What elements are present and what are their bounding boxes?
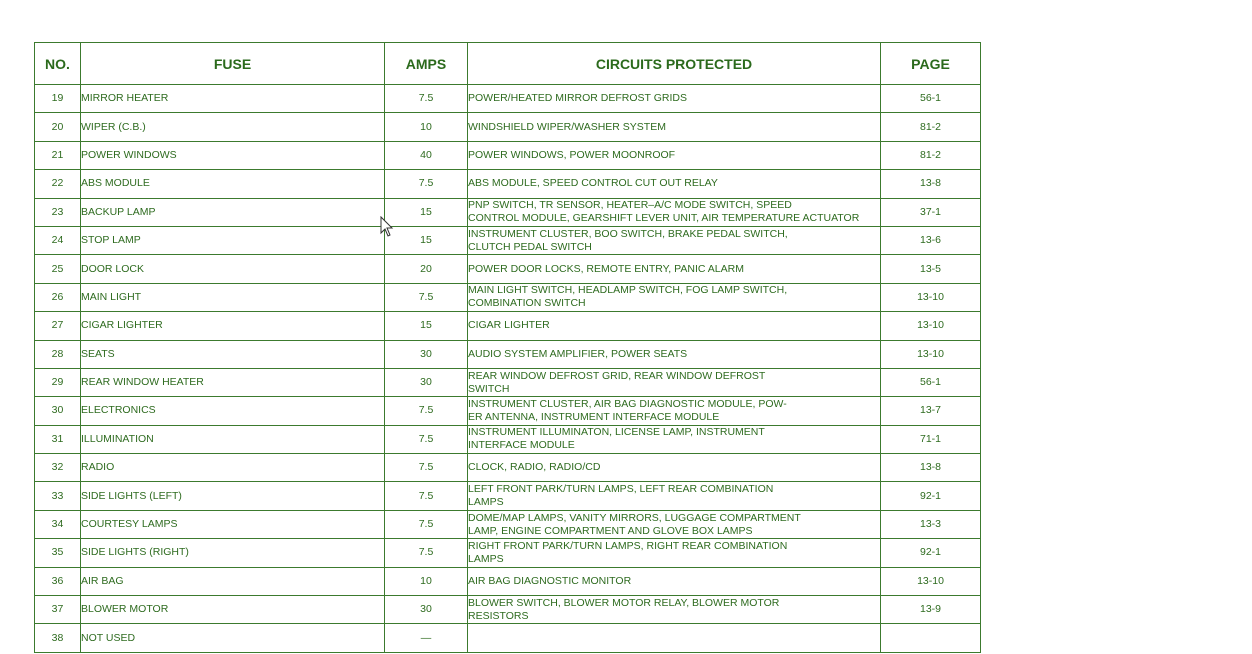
circuit-line: POWER WINDOWS, POWER MOONROOF <box>468 148 676 161</box>
fuse-number: 34 <box>35 510 81 538</box>
fuse-number: 32 <box>35 454 81 482</box>
fuse-name: POWER WINDOWS <box>81 141 385 169</box>
fuse-number: 35 <box>35 539 81 567</box>
fuse-number: 19 <box>35 85 81 113</box>
page-ref: 37-1 <box>881 198 981 226</box>
circuit-line: PNP SWITCH, TR SENSOR, HEATER–A/C MODE SWITCH, SPEED <box>468 199 792 212</box>
fuse-name: AIR BAG <box>81 567 385 595</box>
page-ref: 13-8 <box>881 170 981 198</box>
fuse-amps: 7.5 <box>385 425 468 453</box>
fuse-name: NOT USED <box>81 624 385 652</box>
page-ref: 56-1 <box>881 85 981 113</box>
fuse-name: RADIO <box>81 454 385 482</box>
page-ref <box>881 624 981 652</box>
header-page: PAGE <box>881 43 981 85</box>
table-row <box>35 624 981 652</box>
fuse-name: REAR WINDOW HEATER <box>81 368 385 396</box>
fuse-number: 38 <box>35 624 81 652</box>
table-row <box>35 170 981 198</box>
page-ref: 13-10 <box>881 340 981 368</box>
fuse-number: 24 <box>35 226 81 254</box>
fuse-name: MAIN LIGHT <box>81 283 385 311</box>
table-row <box>35 113 981 141</box>
circuit-line: SWITCH <box>468 382 510 395</box>
circuit-line: MAIN LIGHT SWITCH, HEADLAMP SWITCH, FOG LAMP SWITCH, <box>468 284 788 297</box>
page-ref: 13-10 <box>881 312 981 340</box>
circuit-line: POWER/HEATED MIRROR DEFROST GRIDS <box>468 92 687 105</box>
fuse-name: DOOR LOCK <box>81 255 385 283</box>
circuit-line: BLOWER SWITCH, BLOWER MOTOR RELAY, BLOWER MOTOR <box>468 596 780 609</box>
fuse-number: 27 <box>35 312 81 340</box>
table-row <box>35 198 981 226</box>
fuse-name: ELECTRONICS <box>81 397 385 425</box>
circuits-protected <box>468 170 881 198</box>
fuse-amps: 30 <box>385 340 468 368</box>
fuse-number: 36 <box>35 567 81 595</box>
circuits-protected <box>468 596 881 624</box>
circuit-line: ER ANTENNA, INSTRUMENT INTERFACE MODULE <box>468 410 720 423</box>
page-ref: 56-1 <box>881 368 981 396</box>
page-ref: 92-1 <box>881 539 981 567</box>
fuse-amps: 30 <box>385 596 468 624</box>
fuse-amps: 7.5 <box>385 283 468 311</box>
circuits-protected <box>468 425 881 453</box>
page-ref: 92-1 <box>881 482 981 510</box>
circuit-line: POWER DOOR LOCKS, REMOTE ENTRY, PANIC ALARM <box>468 262 744 275</box>
fuse-name: ILLUMINATION <box>81 425 385 453</box>
circuit-line: INSTRUMENT ILLUMINATON, LICENSE LAMP, INSTRUMENT <box>468 426 765 439</box>
circuits-protected <box>468 482 881 510</box>
header-amps: AMPS <box>385 43 468 85</box>
fuse-name: COURTESY LAMPS <box>81 510 385 538</box>
table-row <box>35 312 981 340</box>
circuit-line: COMBINATION SWITCH <box>468 297 586 310</box>
page-ref: 13-6 <box>881 226 981 254</box>
circuit-line: LAMPS <box>468 552 504 565</box>
fuse-number: 25 <box>35 255 81 283</box>
circuit-line: DOME/MAP LAMPS, VANITY MIRRORS, LUGGAGE COMPARTMENT <box>468 511 801 524</box>
circuit-line: INSTRUMENT CLUSTER, AIR BAG DIAGNOSTIC MODULE, POW- <box>468 397 787 410</box>
page-ref: 13-8 <box>881 454 981 482</box>
fuse-name: MIRROR HEATER <box>81 85 385 113</box>
fuse-number: 37 <box>35 596 81 624</box>
circuits-protected <box>468 539 881 567</box>
page-ref: 13-3 <box>881 510 981 538</box>
header-no: NO. <box>35 43 81 85</box>
page-ref: 13-5 <box>881 255 981 283</box>
circuits-protected <box>468 198 881 226</box>
circuit-line: RIGHT FRONT PARK/TURN LAMPS, RIGHT REAR COMBINATION <box>468 539 788 552</box>
fuse-amps: 30 <box>385 368 468 396</box>
circuit-line: INSTRUMENT CLUSTER, BOO SWITCH, BRAKE PEDAL SWITCH, <box>468 227 788 240</box>
fuse-name: SEATS <box>81 340 385 368</box>
page-ref: 13-10 <box>881 283 981 311</box>
circuits-protected <box>468 85 881 113</box>
table-row <box>35 596 981 624</box>
page-ref: 13-10 <box>881 567 981 595</box>
circuits-protected <box>468 312 881 340</box>
page-ref: 13-9 <box>881 596 981 624</box>
circuits-protected <box>468 141 881 169</box>
table-row <box>35 482 981 510</box>
table-row <box>35 425 981 453</box>
circuit-line: CLOCK, RADIO, RADIO/CD <box>468 461 601 474</box>
fuse-name: CIGAR LIGHTER <box>81 312 385 340</box>
fuse-amps: 15 <box>385 198 468 226</box>
fuse-name: SIDE LIGHTS (LEFT) <box>81 482 385 510</box>
fuse-amps: 20 <box>385 255 468 283</box>
circuits-protected <box>468 567 881 595</box>
fuse-amps: 7.5 <box>385 539 468 567</box>
circuits-protected <box>468 454 881 482</box>
table-row <box>35 226 981 254</box>
table-row <box>35 283 981 311</box>
circuit-line: AUDIO SYSTEM AMPLIFIER, POWER SEATS <box>468 347 688 360</box>
arrow-cursor-icon <box>380 216 394 238</box>
table-row <box>35 539 981 567</box>
fuse-amps: 10 <box>385 567 468 595</box>
page-ref: 81-2 <box>881 113 981 141</box>
circuit-line: LEFT FRONT PARK/TURN LAMPS, LEFT REAR COMBINATION <box>468 483 774 496</box>
fuse-amps: 10 <box>385 113 468 141</box>
circuits-protected <box>468 624 881 652</box>
fuse-amps: 7.5 <box>385 170 468 198</box>
fuse-amps: 15 <box>385 312 468 340</box>
circuits-protected <box>468 368 881 396</box>
fuse-amps: — <box>385 624 468 652</box>
fuse-amps: 7.5 <box>385 85 468 113</box>
fuse-number: 21 <box>35 141 81 169</box>
table-row <box>35 141 981 169</box>
fuse-number: 26 <box>35 283 81 311</box>
table-row <box>35 85 981 113</box>
circuit-line: RESISTORS <box>468 609 529 622</box>
fuse-name: BLOWER MOTOR <box>81 596 385 624</box>
fuse-amps: 15 <box>385 226 468 254</box>
fuse-amps: 7.5 <box>385 482 468 510</box>
fuse-number: 30 <box>35 397 81 425</box>
page-ref: 71-1 <box>881 425 981 453</box>
circuits-protected <box>468 340 881 368</box>
header-circuits: CIRCUITS PROTECTED <box>468 43 881 85</box>
fuse-number: 22 <box>35 170 81 198</box>
table-row <box>35 567 981 595</box>
circuit-line: LAMPS <box>468 496 504 509</box>
circuit-line: LAMP, ENGINE COMPARTMENT AND GLOVE BOX LAMPS <box>468 524 753 537</box>
fuse-number: 33 <box>35 482 81 510</box>
circuit-line: CONTROL MODULE, GEARSHIFT LEVER UNIT, AIR TEMPERATURE ACTUATOR <box>468 212 860 225</box>
fuse-table <box>34 42 981 653</box>
circuits-protected <box>468 113 881 141</box>
page-ref: 81-2 <box>881 141 981 169</box>
circuit-line: CIGAR LIGHTER <box>468 319 550 332</box>
fuse-number: 31 <box>35 425 81 453</box>
fuse-name: STOP LAMP <box>81 226 385 254</box>
table-row <box>35 368 981 396</box>
table-row <box>35 397 981 425</box>
table-row <box>35 510 981 538</box>
fuse-name: SIDE LIGHTS (RIGHT) <box>81 539 385 567</box>
table-row <box>35 340 981 368</box>
fuse-number: 28 <box>35 340 81 368</box>
header-row <box>35 43 981 85</box>
circuit-line: WINDSHIELD WIPER/WASHER SYSTEM <box>468 120 666 133</box>
circuits-protected <box>468 397 881 425</box>
fuse-amps: 7.5 <box>385 397 468 425</box>
fuse-number: 20 <box>35 113 81 141</box>
circuit-line: CLUTCH PEDAL SWITCH <box>468 240 592 253</box>
fuse-amps: 7.5 <box>385 454 468 482</box>
fuse-amps: 40 <box>385 141 468 169</box>
header-fuse: FUSE <box>81 43 385 85</box>
fuse-amps: 7.5 <box>385 510 468 538</box>
circuit-line: AIR BAG DIAGNOSTIC MONITOR <box>468 574 632 587</box>
table-row <box>35 454 981 482</box>
circuits-protected <box>468 255 881 283</box>
fuse-name: BACKUP LAMP <box>81 198 385 226</box>
fuse-name: WIPER (C.B.) <box>81 113 385 141</box>
circuits-protected <box>468 226 881 254</box>
page-ref: 13-7 <box>881 397 981 425</box>
circuit-line: ABS MODULE, SPEED CONTROL CUT OUT RELAY <box>468 177 718 190</box>
table-row <box>35 255 981 283</box>
circuits-protected <box>468 283 881 311</box>
fuse-number: 29 <box>35 368 81 396</box>
fuse-name: ABS MODULE <box>81 170 385 198</box>
circuit-line: REAR WINDOW DEFROST GRID, REAR WINDOW DEFROST <box>468 369 766 382</box>
circuit-line: INTERFACE MODULE <box>468 439 575 452</box>
circuits-protected <box>468 510 881 538</box>
fuse-number: 23 <box>35 198 81 226</box>
